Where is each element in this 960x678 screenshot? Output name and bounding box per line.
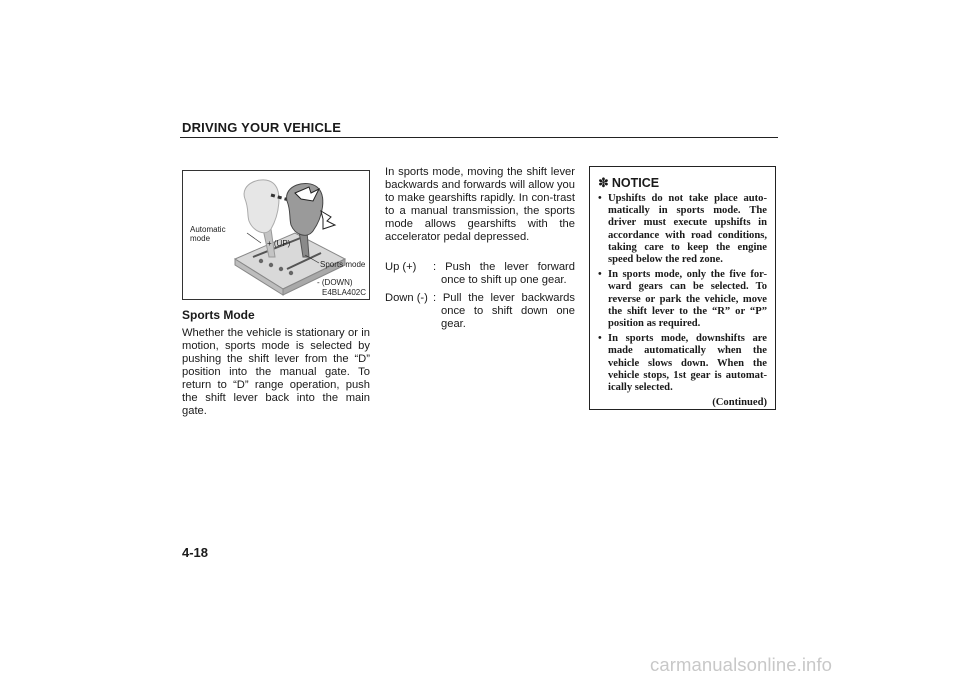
list-item: • In sports mode, only the five for-ward gears can be selected. To reverse or park the vehicle, move the shift lever to the “R” or “P” position as required.: [598, 269, 767, 330]
page-number: 4-18: [182, 545, 209, 560]
notice-list: [598, 193, 767, 394]
watermark: carmanualsonline.info: [650, 654, 833, 675]
definition-term: Up (+): [385, 261, 417, 273]
header-divider: [180, 137, 778, 138]
figure-code: E4BLA402C: [322, 288, 367, 297]
notice-heading: [598, 175, 767, 191]
label-automatic-mode: Automatic mode: [190, 225, 226, 243]
definition-desc: : Push the lever forward once to shift up one gear.: [433, 261, 575, 286]
label-down: - (DOWN): [317, 278, 353, 287]
left-column: [182, 308, 370, 418]
list-item: • In sports mode, downshifts are made automatically when the vehicle slows down. When the vehicle stops, 1st gear is automat-ically selected.: [598, 333, 767, 394]
continued-label: (Continued): [712, 397, 767, 409]
definition-up: [385, 261, 575, 287]
label-up: + (UP): [267, 239, 291, 248]
notice-star-icon: ✽: [598, 175, 609, 190]
notice-title: NOTICE: [611, 176, 660, 190]
list-item: • Upshifts do not take place auto-matically in sports mode. The driver must execute upshifts in accordance with road conditions, taking care to keep the engine speed below the red zone.: [598, 193, 767, 266]
definition-term: Down (-): [385, 292, 428, 304]
section-title: DRIVING YOUR VEHICLE: [182, 120, 342, 135]
shift-definitions: [385, 261, 575, 331]
notice-box: [589, 166, 776, 410]
shift-lever-illustration: [182, 170, 370, 300]
middle-column: [385, 166, 575, 336]
sports-mode-intro: In sports mode, moving the shift lever backwards and forwards will allow you to make gearshifts rapidly. In con-trast to a manual transmission, the sports mode allows gearshifts with the accelerator pedal depressed.: [385, 166, 575, 243]
label-sports-mode: Sports mode: [320, 260, 366, 269]
sports-mode-heading: Sports Mode: [182, 308, 255, 322]
definition-down: [385, 292, 575, 331]
definition-desc: : Pull the lever backwards once to shift down one gear.: [433, 292, 575, 330]
sports-mode-body: Whether the vehicle is stationary or in motion, sports mode is selected by pushing the shift lever from the “D” position into the manual gate. To return to “D” range operation, push the shift lever back into the main gate.: [182, 327, 370, 417]
